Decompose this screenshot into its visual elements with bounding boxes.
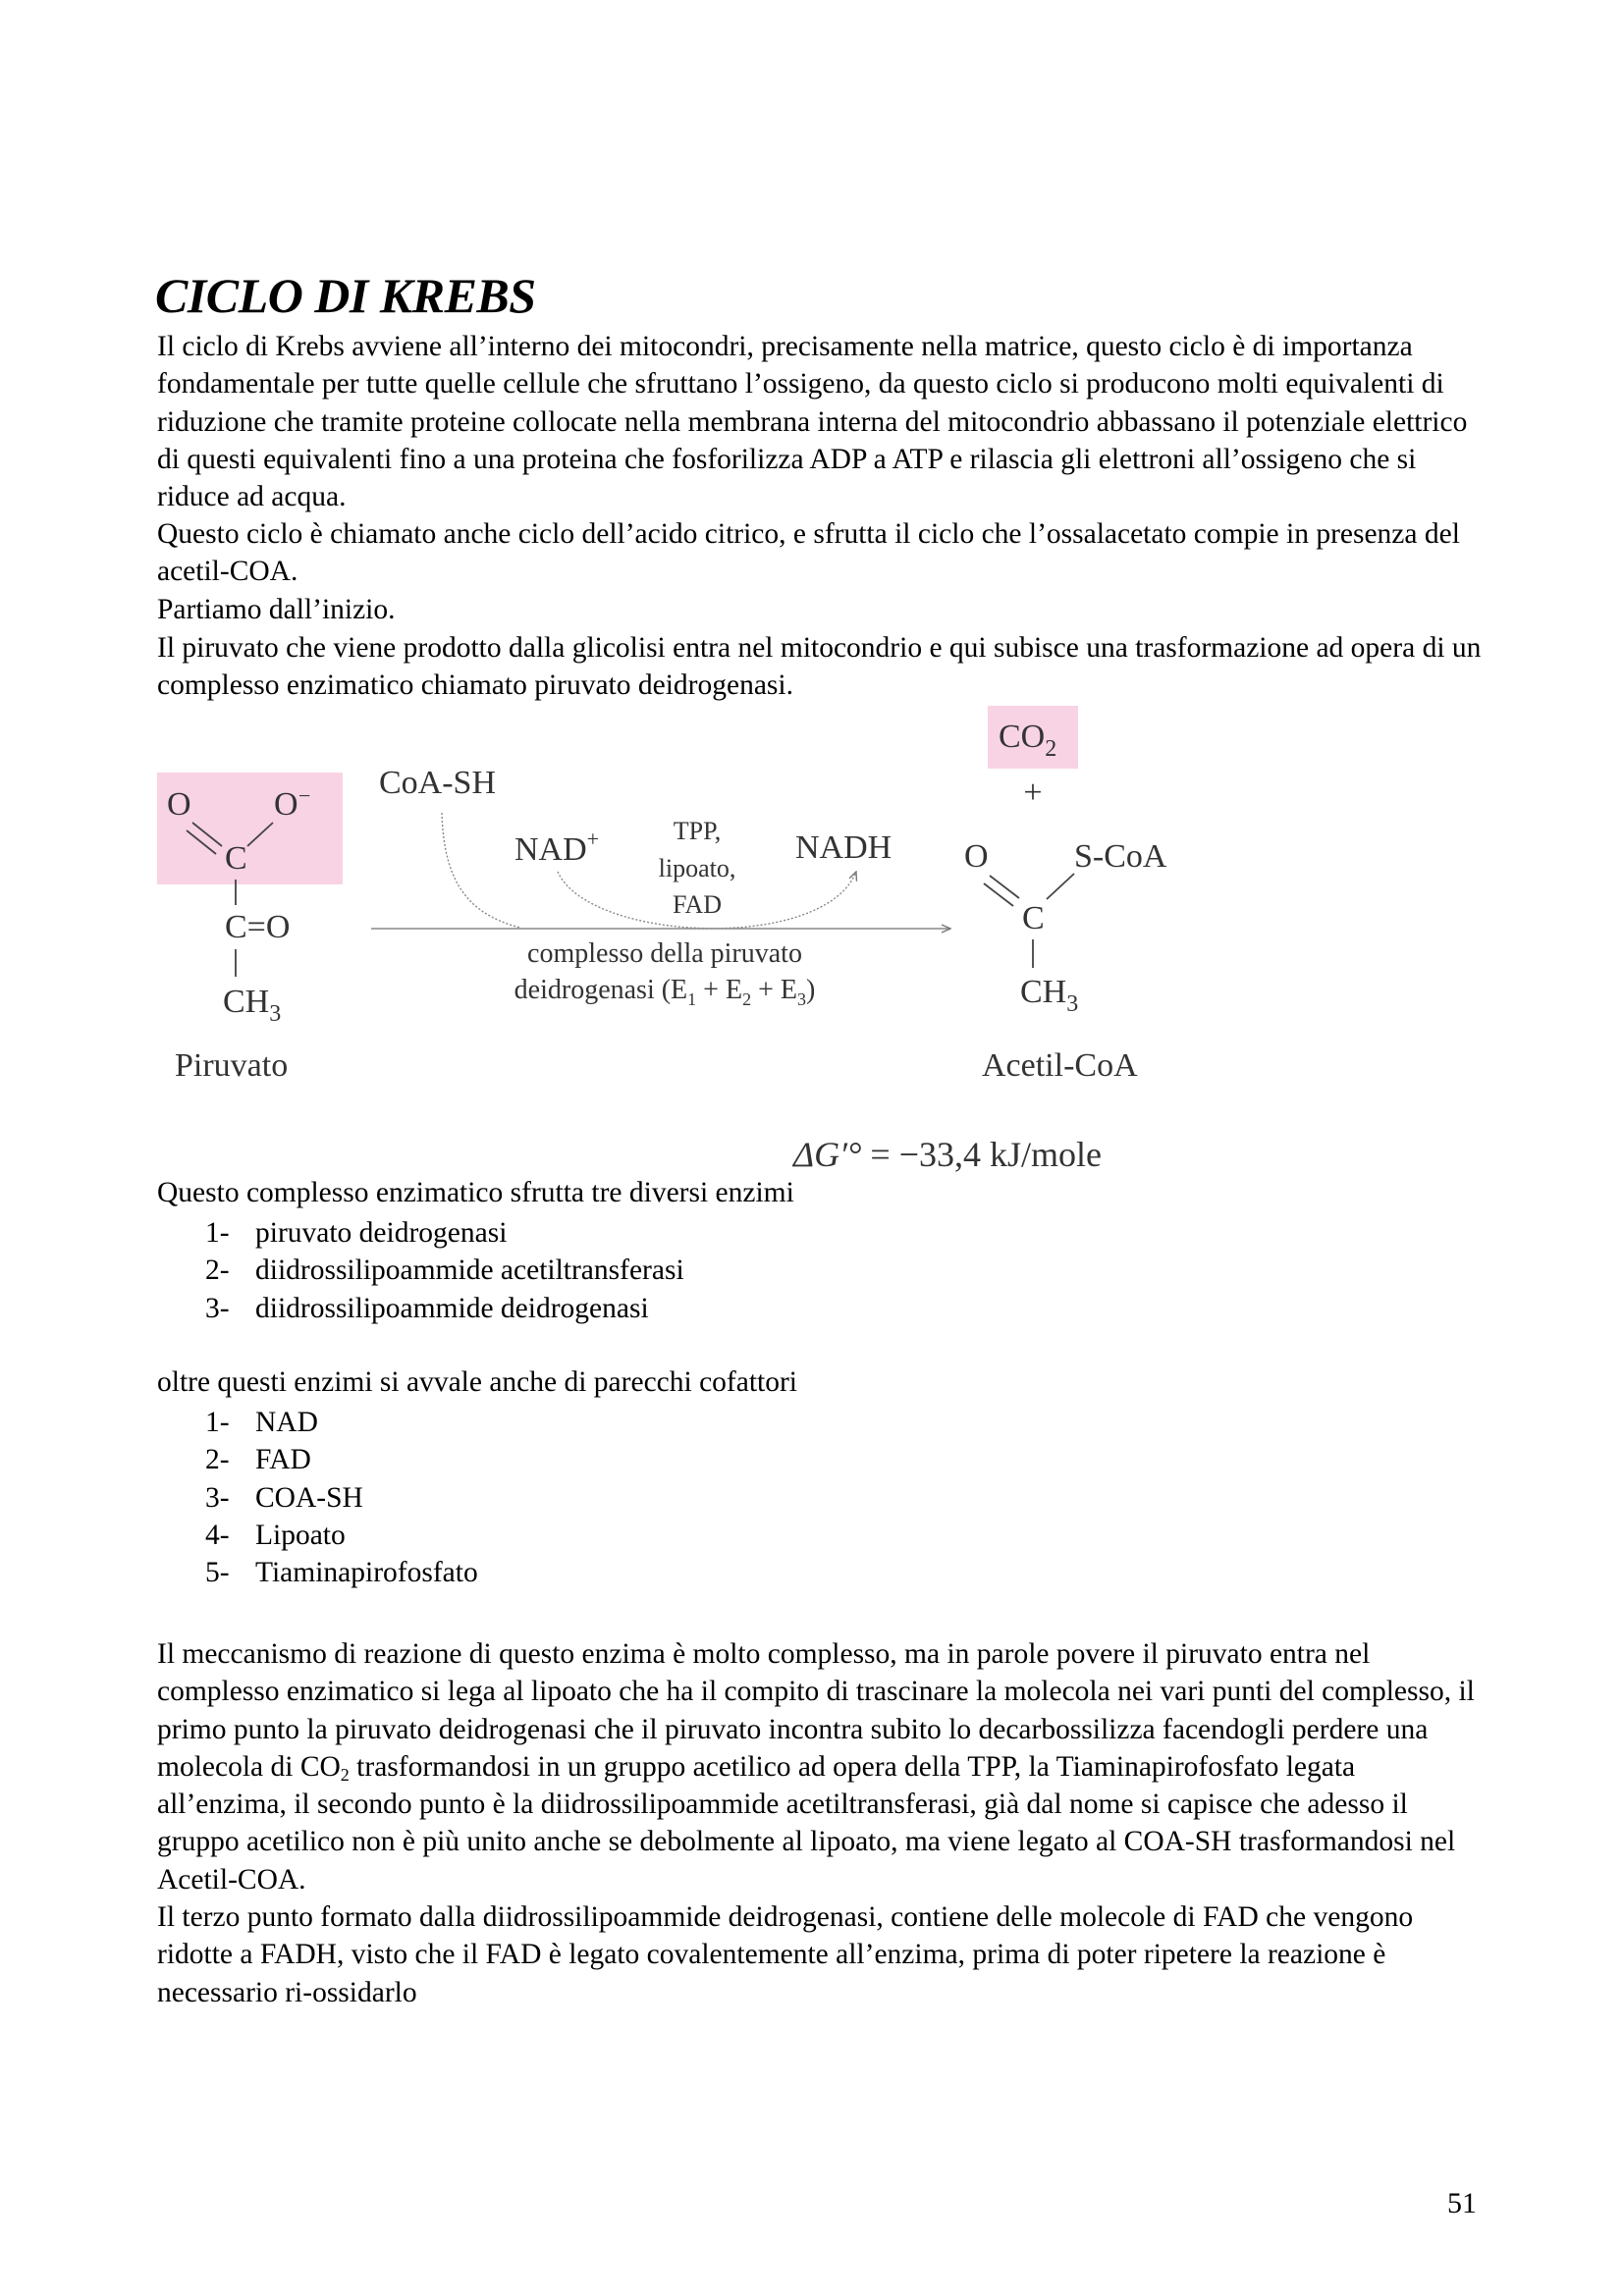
cofactor-label: Lipoato [255,1519,346,1551]
acetylcoa-scoa: S-CoA [1074,838,1167,875]
complex-label-line2: deidrogenasi $(E_1 + E_2 + E_3)$ [514,975,816,1009]
nadh-label: NADH [795,829,893,866]
cofactor-label: COA-SH [255,1481,363,1514]
pyruvate-minus-charge: − [298,783,311,808]
list-number: 2- [205,1255,230,1287]
enzyme-label: piruvato deidrogenasi [255,1217,508,1249]
list-item [157,1290,684,1327]
cofactors-intro: oltre questi enzimi si avvale anche di parecchi cofattori [157,1366,797,1398]
list-number: 3- [205,1292,230,1324]
page-title: CICLO DI KREBS [155,268,536,323]
start-paragraph: Partiamo dall’inizio. [157,594,396,625]
mechanism-text-b: trasformandosi in un gruppo acetilico ad opera della TPP, la Tiaminapirofosfato legata all’enzima, il secondo punto è la diidrossilipoammide acetiltransferasi, già dal nome si capisce che adesso il gruppo acetilico non è più unito anche se debolmente al lipoato, ma viene legato al COA-SH trasformandosi nel Acetil-COA. [157,1750,1456,1896]
complex-label-line1: complesso della piruvato [527,938,802,969]
delta-g-value: ΔG′° = −33,4 kJ/mole [793,1135,1103,1174]
acetylcoa-label: Acetil-CoA [982,1047,1138,1084]
e2-subscript: 2 [742,989,752,1009]
citric-acid-paragraph: Questo ciclo è chiamato anche ciclo dell’acido citrico, e sfrutta il ciclo che l’ossalacetato compie in presenza del acetil-COA. [157,518,1460,588]
acetylcoa-double-bond-b [984,883,1013,906]
list-item [157,1404,478,1441]
mechanism-text-a: Il meccanismo di reazione di questo enzima è molto complesso, ma in parole povere il piruvato entra nel complesso enzimatico si lega al lipoato che ha il compito di trascinare la molecola nei vari punti del complesso, il primo punto la piruvato deidrogenasi che il piruvato incontra subito lo decarbossilizza facendogli perdere una molecola di CO [157,1638,1475,1783]
list-item [157,1252,684,1289]
acetylcoa-oxygen: O [964,838,989,875]
enzymes-list [157,1214,684,1327]
co2-subscript-inline: 2 [340,1764,350,1785]
list-item [157,1214,684,1252]
cofactor-label: NAD [255,1407,318,1438]
coash-label: CoA-SH [379,765,497,801]
co2-subscript: 2 [1045,736,1057,762]
pyruvate-carbonyl-group: C=O [225,909,291,945]
list-item [157,1517,478,1554]
pyruvate-carboxyl-carbon: C [225,840,247,877]
acetylcoa-carbon: C [1022,900,1045,936]
co2-product: $CO_2$ [999,719,1057,762]
plus-sign: + [1023,774,1043,811]
coash-curved-arrow [442,813,520,928]
acetylcoa-methyl-subscript: 3 [1066,991,1079,1017]
lipoato-label: lipoato, [658,854,736,882]
acetylcoa-structure [964,838,1167,1084]
list-item [157,1554,478,1591]
acetylcoa-methyl: $CH_3$ [1020,974,1079,1017]
enzyme-label: diidrossilipoammide acetiltransferasi [255,1255,684,1287]
pyruvate-paragraph: Il piruvato che viene prodotto dalla glicolisi entra nel mitocondrio e qui subisce una trasformazione ad opera di un complesso enzimatico chiamato piruvato deidrogenasi. [157,632,1482,702]
list-item [157,1479,478,1517]
list-item [157,1441,478,1478]
list-number: 5- [205,1557,230,1589]
pyruvate-oxygen-anion: O [274,786,298,823]
page-number: 51 [1447,2187,1477,2219]
acetylcoa-s-bond [1047,874,1074,899]
pyruvate-methyl-subscript: 3 [269,1001,282,1027]
pyruvate-oxygen: O [167,786,191,823]
list-number: 1- [205,1407,230,1438]
list-number: 1- [205,1217,230,1249]
tpp-label: TPP, [673,817,722,845]
list-number: 3- [205,1481,230,1514]
enzymes-intro: Questo complesso enzimatico sfrutta tre diversi enzimi [157,1177,794,1208]
enzyme-label: diidrossilipoammide deidrogenasi [255,1292,649,1324]
pyruvate-methyl: $CH_3$ [223,984,282,1027]
pyruvate-label: Piruvato [175,1047,289,1084]
cofactors-list [157,1404,478,1591]
cofactor-label: Tiaminapirofosfato [255,1557,478,1589]
nad-superscript: + [586,827,600,851]
intro-paragraph: Il ciclo di Krebs avviene all’interno dei mitocondri, precisamente nella matrice, questo ciclo è di importanza fondamentale per tutte quelle cellule che sfruttano l’ossigeno, da questo ciclo si producono molti equivalenti di riduzione che tramite proteine collocate nella membrana interna del mitocondrio abbassano il potenziale elettrico di questi equivalenti fino a una proteina che fosforilizza ADP a ATP e rilascia gli elettroni all’ossigeno che si riduce ad acqua. [157,331,1468,513]
list-number: 2- [205,1444,230,1476]
cofactor-label: FAD [255,1444,311,1476]
list-number: 4- [205,1519,230,1551]
e1-subscript: 1 [687,989,697,1009]
third-point-paragraph: Il terzo punto formato dalla diidrossilipoammide deidrogenasi, contiene delle molecole di FAD che vengono ridotte a FADH, visto che il FAD è legato covalentemente all’enzima, prima di poter ripetere la reazione è necessario ri-ossidarlo [157,1901,1414,2008]
e3-subscript: 3 [796,989,806,1009]
acetylcoa-double-bond-a [990,876,1019,898]
fad-label: FAD [672,890,723,919]
mechanism-paragraph [157,1635,1483,1898]
nad-label: NAD+ [514,827,600,868]
